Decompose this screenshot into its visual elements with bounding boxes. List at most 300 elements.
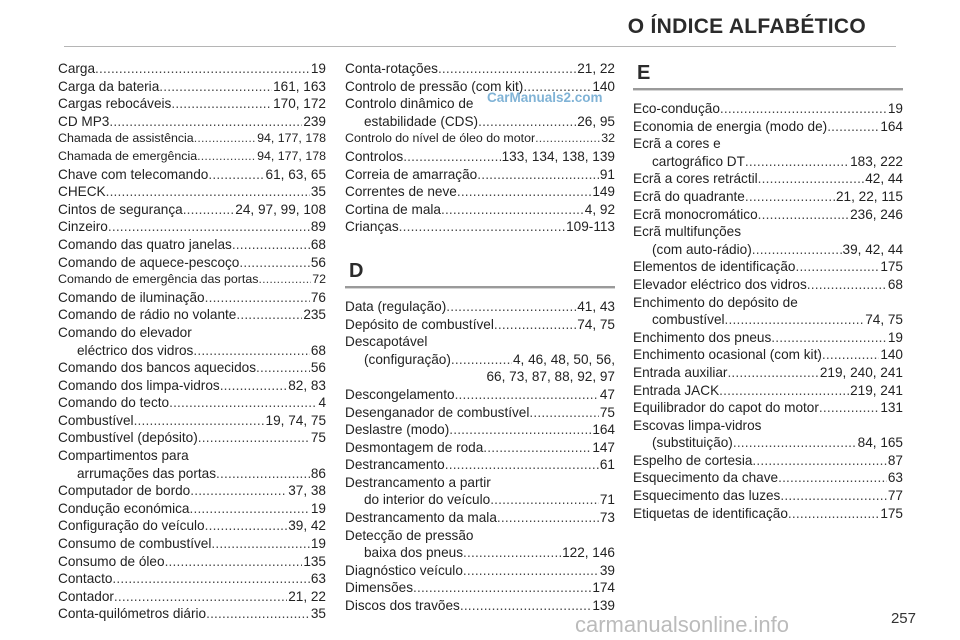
entry-term: Etiquetas de identificação: [633, 505, 788, 521]
entry-line: [58, 359, 326, 377]
entry-line: [58, 95, 326, 113]
entry-line: [345, 509, 615, 527]
entry-term: Condução económica: [58, 500, 190, 516]
entry-pages: 219, 240, 241: [819, 364, 903, 380]
entry-line: [58, 482, 326, 500]
entry-line: [58, 377, 326, 395]
leader-dots: [451, 351, 512, 369]
leader-dots: [822, 346, 879, 364]
entry-term: Compartimentos para: [58, 448, 189, 464]
entry-pages: 63: [887, 470, 903, 486]
leader-dots: [535, 130, 600, 148]
entry-pages: 56: [310, 254, 326, 270]
entry-line: [345, 218, 615, 236]
leader-dots: [95, 60, 310, 78]
entry-term: Controlo dinâmico de: [345, 96, 474, 112]
entry-term: Controlo de pressão (com kit): [345, 78, 524, 94]
leader-dots: [780, 487, 887, 505]
leader-dots: [529, 404, 598, 422]
entry-pages: 19, 74, 75: [265, 412, 326, 428]
leader-dots: [494, 316, 576, 334]
entry-term: Elementos de identificação: [633, 259, 796, 275]
section-divider: [345, 286, 615, 288]
entry-term: Crianças: [345, 219, 399, 235]
leader-dots: [171, 95, 272, 113]
entry-pages: 39, 42: [288, 518, 326, 534]
entry-term: Esquecimento das luzes: [633, 488, 781, 504]
leader-dots: [399, 218, 565, 236]
entry-pages: 4, 92: [584, 201, 615, 217]
leader-dots: [112, 570, 309, 588]
entry-line: [633, 223, 903, 241]
entry-line: [345, 316, 615, 334]
entry-line: [345, 562, 615, 580]
entry-term: Consumo de óleo: [58, 553, 165, 569]
entry-pages: 19: [887, 329, 903, 345]
entry-line: [633, 469, 903, 487]
page-title: O ÍNDICE ALFABÉTICO: [627, 15, 866, 38]
entry-term: Ecrã a cores e: [633, 136, 721, 152]
entry-term: Elevador eléctrico dos vidros: [633, 276, 807, 292]
entry-pages: 4: [318, 395, 326, 411]
entry-term: Destrancamento a partir: [345, 474, 491, 490]
entry-line: [58, 324, 326, 342]
entry-line: [58, 447, 326, 465]
entry-line: [58, 289, 326, 307]
entry-term: Correntes de neve: [345, 184, 457, 200]
entry-pages: 47: [599, 386, 615, 402]
entry-term: Comando de aquece-pescoço: [58, 254, 240, 270]
entry-line: [345, 333, 615, 351]
entry-term: Controlos: [345, 148, 404, 164]
entry-pages: 68: [887, 276, 903, 292]
entry-line: [58, 412, 326, 430]
entry-term: Combustível (depósito): [58, 430, 198, 446]
entry-line: [58, 588, 326, 606]
index-column-1: [58, 60, 326, 623]
entry-line: [58, 254, 326, 272]
entry-pages: 77: [887, 488, 903, 504]
entry-term: eléctrico dos vidros: [77, 342, 194, 358]
entry-line: [58, 236, 326, 254]
leader-dots: [449, 421, 591, 439]
leader-dots: [403, 148, 500, 166]
entry-term: Ecrã a cores retráctil: [633, 171, 758, 187]
leader-dots: [239, 254, 310, 272]
entry-term: Conta-rotações: [345, 61, 438, 76]
index-entry: [345, 60, 615, 78]
entry-term: Descongelamento: [345, 386, 455, 402]
leader-dots: [758, 170, 865, 188]
entry-term: Destrancamento: [345, 457, 445, 473]
index-entry: [345, 456, 615, 474]
entry-line: [633, 294, 903, 312]
index-entry: [345, 201, 615, 219]
index-entry: [58, 394, 326, 412]
index-entry: [633, 487, 903, 505]
index-entry: [58, 78, 326, 96]
index-entry: [633, 382, 903, 400]
index-entry: [58, 289, 326, 307]
entry-pages-continued: 66, 73, 87, 88, 92, 97: [486, 369, 615, 385]
entry-line: [58, 429, 326, 447]
entry-line: [58, 517, 326, 535]
entry-term: Desmontagem de roda: [345, 439, 484, 455]
index-entry: [633, 223, 903, 258]
entry-term: Configuração do veículo: [58, 518, 205, 534]
entry-line: [58, 201, 326, 219]
entry-pages: 19: [310, 536, 326, 552]
entry-pages: 68: [310, 342, 326, 358]
index-entry: [58, 535, 326, 553]
entry-line: [633, 434, 903, 452]
entry-term: Comando dos bancos aquecidos: [58, 360, 256, 376]
entry-term: Controlo do nível de óleo do motor: [345, 131, 536, 146]
entry-term: Discos dos travões: [345, 598, 460, 614]
index-entry: [58, 271, 326, 289]
index-entry: [58, 482, 326, 500]
entry-pages: 91: [599, 166, 615, 182]
index-entry: [58, 148, 326, 166]
leader-dots: [190, 482, 287, 500]
entry-line: [633, 206, 903, 224]
leader-dots: [463, 544, 561, 562]
entry-term: Espelho de cortesia: [633, 452, 753, 468]
entry-pages: 174: [592, 580, 615, 596]
entry-pages: 61: [599, 457, 615, 473]
index-entry: [58, 113, 326, 131]
entry-term: Consumo de combustível: [58, 536, 212, 552]
entry-pages: 21, 22, 115: [835, 188, 903, 204]
entry-pages: 56: [310, 360, 326, 376]
entry-line: [633, 118, 903, 136]
leader-dots: [460, 597, 591, 615]
leader-dots: [438, 60, 576, 78]
index-entry: [633, 170, 903, 188]
leader-dots: [216, 465, 310, 483]
index-entry: [58, 377, 326, 395]
entry-pages: 35: [310, 606, 326, 622]
entry-pages: 135: [303, 553, 326, 569]
leader-dots: [478, 113, 576, 131]
entry-line: [58, 553, 326, 571]
leader-dots: [725, 311, 865, 329]
entry-line: [633, 153, 903, 171]
index-entry: [345, 562, 615, 580]
index-entry: [58, 412, 326, 430]
entry-line: [633, 258, 903, 276]
entry-line: [633, 311, 903, 329]
index-entry: [633, 417, 903, 452]
entry-line: [58, 271, 326, 289]
index-entry: [345, 386, 615, 404]
entry-term: baixa dos pneus: [364, 545, 464, 561]
index-entry: [345, 509, 615, 527]
index-entry: [633, 399, 903, 417]
index-column-3: [633, 60, 903, 522]
entry-line: [58, 183, 326, 201]
entry-line: [345, 579, 615, 597]
leader-dots: [205, 517, 288, 535]
index-entry: [633, 329, 903, 347]
entry-term: Chave com telecomando: [58, 166, 209, 182]
entry-term: Ecrã do quadrante: [633, 188, 745, 204]
index-entry: [345, 527, 615, 562]
index-entry: [633, 258, 903, 276]
index-entry: [345, 439, 615, 457]
entry-line: [58, 535, 326, 553]
entry-pages: 239: [303, 113, 326, 129]
entry-term: Comando de rádio no volante: [58, 307, 237, 323]
index-entry: [633, 206, 903, 224]
entry-term: Economia de energia (modo de): [633, 118, 828, 134]
footer-watermark: carmanualsonline.info: [575, 612, 790, 637]
entry-pages: 73: [599, 510, 615, 526]
section-header: [345, 258, 615, 288]
entry-term: Eco-condução: [633, 101, 720, 116]
entry-term: Chamada de emergência: [58, 148, 198, 163]
entry-line: [345, 439, 615, 457]
entry-line: [345, 130, 615, 148]
leader-dots: [169, 394, 317, 412]
entry-term: (com auto-rádio): [652, 241, 752, 257]
entry-pages: 94, 177, 178: [257, 131, 326, 146]
index-entry: [345, 130, 615, 148]
entry-pages: 74, 75: [577, 316, 615, 332]
index-entry: [58, 183, 326, 201]
entry-pages: 68: [310, 236, 326, 252]
leader-dots: [720, 100, 887, 118]
index-entry: [58, 553, 326, 571]
entry-term: Data (regulação): [345, 298, 447, 314]
entry-line: [58, 78, 326, 96]
entry-pages: 82, 83: [288, 377, 326, 393]
entry-pages: 175: [880, 259, 903, 275]
index-column-2: [345, 60, 615, 615]
entry-term: Contador: [58, 588, 114, 604]
entry-pages: 72: [312, 272, 326, 287]
entry-term: Entrada auxiliar: [633, 364, 728, 380]
entry-pages: 39: [599, 562, 615, 578]
entry-term: Cargas rebocáveis: [58, 96, 172, 112]
entry-term: Depósito de combustível: [345, 316, 494, 332]
entry-pages: 39, 42, 44: [842, 241, 903, 257]
entry-pages: 109-113: [566, 219, 615, 235]
entry-pages: 19: [310, 500, 326, 516]
entry-pages: 131: [880, 400, 903, 416]
entry-line: [345, 351, 615, 369]
leader-dots: [795, 258, 879, 276]
index-entry: [633, 100, 903, 118]
index-entry: [58, 324, 326, 359]
leader-dots: [159, 78, 272, 96]
watermark-logo: CarManuals2.com: [487, 90, 603, 105]
entry-term: (substituição): [652, 435, 733, 451]
index-entry: [345, 148, 615, 166]
leader-dots: [134, 412, 265, 430]
entry-line: [633, 241, 903, 259]
entry-pages: 175: [880, 505, 903, 521]
index-entry: [633, 135, 903, 170]
leader-dots: [220, 377, 288, 395]
index-entry: [633, 505, 903, 523]
entry-term: Cintos de segurança: [58, 201, 183, 217]
index-entry: [345, 298, 615, 316]
index-entry: [633, 188, 903, 206]
index-entry: [58, 359, 326, 377]
index-entry: [345, 316, 615, 334]
page-number: 257: [890, 610, 916, 627]
entry-pages: 219, 241: [850, 382, 903, 398]
entry-line: [345, 183, 615, 201]
index-entry: [58, 218, 326, 236]
entry-pages: 32: [601, 131, 615, 146]
leader-dots: [771, 329, 887, 347]
entry-term: Cinzeiro: [58, 219, 108, 235]
leader-dots: [190, 500, 310, 518]
leader-dots: [752, 452, 886, 470]
leader-dots: [758, 206, 849, 224]
entry-pages: 122, 146: [562, 545, 615, 561]
leader-dots: [183, 201, 235, 219]
entry-line: [633, 188, 903, 206]
entry-line: [58, 500, 326, 518]
entry-term: Destrancamento da mala: [345, 510, 497, 526]
entry-term: Equilibrador do capot do motor: [633, 400, 819, 416]
index-entry: [633, 118, 903, 136]
leader-dots: [752, 241, 842, 259]
title-divider: [64, 46, 896, 47]
index-entry: [58, 429, 326, 447]
entry-pages: 147: [592, 439, 615, 455]
index-entry: [58, 166, 326, 184]
entry-line: [345, 166, 615, 184]
index-entry: [345, 421, 615, 439]
entry-pages: 24, 97, 99, 108: [235, 201, 326, 217]
index-entry: [58, 570, 326, 588]
leader-dots: [727, 364, 818, 382]
entry-pages: 84, 165: [857, 435, 903, 451]
entry-pages: 149: [592, 184, 615, 200]
entry-term: Comando do elevador: [58, 324, 192, 340]
entry-term: CD MP3: [58, 113, 110, 129]
entry-term: Enchimento dos pneus: [633, 329, 772, 345]
leader-dots: [194, 130, 256, 148]
entry-line: [58, 113, 326, 131]
entry-pages: 236, 246: [850, 206, 903, 222]
index-entry: [345, 404, 615, 422]
index-entry: [345, 474, 615, 509]
index-entry: [58, 588, 326, 606]
entry-term: Ecrã monocromático: [633, 206, 758, 222]
section-divider: [633, 88, 903, 90]
entry-line: [345, 368, 615, 386]
entry-term: Entrada JACK: [633, 382, 720, 398]
leader-dots: [778, 469, 887, 487]
entry-line: [58, 306, 326, 324]
entry-pages: 19: [887, 101, 903, 116]
entry-line: [345, 298, 615, 316]
entry-pages: 4, 46, 48, 50, 56,: [512, 351, 615, 367]
index-entry: [633, 364, 903, 382]
entry-term: Comando dos limpa-vidros: [58, 377, 220, 393]
entry-pages: 183, 222: [850, 153, 903, 169]
entry-term: Enchimento do depósito de: [633, 294, 798, 310]
leader-dots: [206, 605, 310, 623]
leader-dots: [193, 342, 310, 360]
entry-pages: 74, 75: [865, 312, 903, 328]
leader-dots: [719, 382, 849, 400]
entry-line: [633, 170, 903, 188]
leader-dots: [745, 188, 835, 206]
entry-pages: 19: [310, 61, 326, 76]
entry-pages: 42, 44: [865, 171, 903, 187]
entry-pages: 86: [310, 465, 326, 481]
entry-pages: 21, 22: [288, 588, 326, 604]
entry-pages: 89: [310, 219, 326, 235]
entry-term: Descapotável: [345, 334, 428, 350]
entry-line: [633, 417, 903, 435]
entry-term: Dimensões: [345, 580, 413, 596]
entry-line: [633, 135, 903, 153]
entry-term: do interior do veículo: [364, 492, 491, 508]
entry-pages: 26, 95: [577, 113, 615, 129]
index-entry: [58, 500, 326, 518]
entry-pages: 164: [592, 422, 615, 438]
entry-line: [58, 570, 326, 588]
entry-pages: 94, 177, 178: [257, 148, 326, 163]
entry-term: Deslastre (modo): [345, 422, 450, 438]
entry-term: Carga: [58, 61, 96, 76]
entry-line: [58, 130, 326, 148]
entry-term: Combustível: [58, 412, 134, 428]
leader-dots: [114, 588, 287, 606]
entry-line: [345, 148, 615, 166]
entry-pages: 63: [310, 571, 326, 587]
index-entry: [345, 166, 615, 184]
entry-line: [58, 148, 326, 166]
index-entry: [58, 447, 326, 482]
leader-dots: [788, 505, 879, 523]
entry-term: Cortina de mala: [345, 201, 441, 217]
entry-term: Desenganador de combustível: [345, 404, 530, 420]
index-entry: [58, 517, 326, 535]
entry-pages: 41, 43: [577, 298, 615, 314]
index-entry: [58, 306, 326, 324]
index-entry: [633, 276, 903, 294]
section-letter: D: [349, 259, 364, 282]
leader-dots: [483, 439, 591, 457]
index-entry: [633, 469, 903, 487]
section-letter: E: [637, 62, 651, 84]
entry-pages: 140: [592, 78, 615, 94]
entry-term: Conta-quilómetros diário: [58, 606, 207, 622]
entry-pages: 161, 163: [273, 78, 326, 94]
index-entry: [633, 294, 903, 329]
leader-dots: [477, 166, 599, 184]
entry-line: [345, 421, 615, 439]
entry-line: [58, 465, 326, 483]
entry-term: Contacto: [58, 571, 113, 587]
leader-dots: [827, 118, 879, 136]
entry-term: combustível: [652, 312, 725, 328]
index-entry: [633, 346, 903, 364]
leader-dots: [490, 491, 599, 509]
leader-dots: [165, 553, 303, 571]
entry-line: [345, 113, 615, 131]
leader-dots: [108, 218, 310, 236]
leader-dots: [463, 562, 599, 580]
